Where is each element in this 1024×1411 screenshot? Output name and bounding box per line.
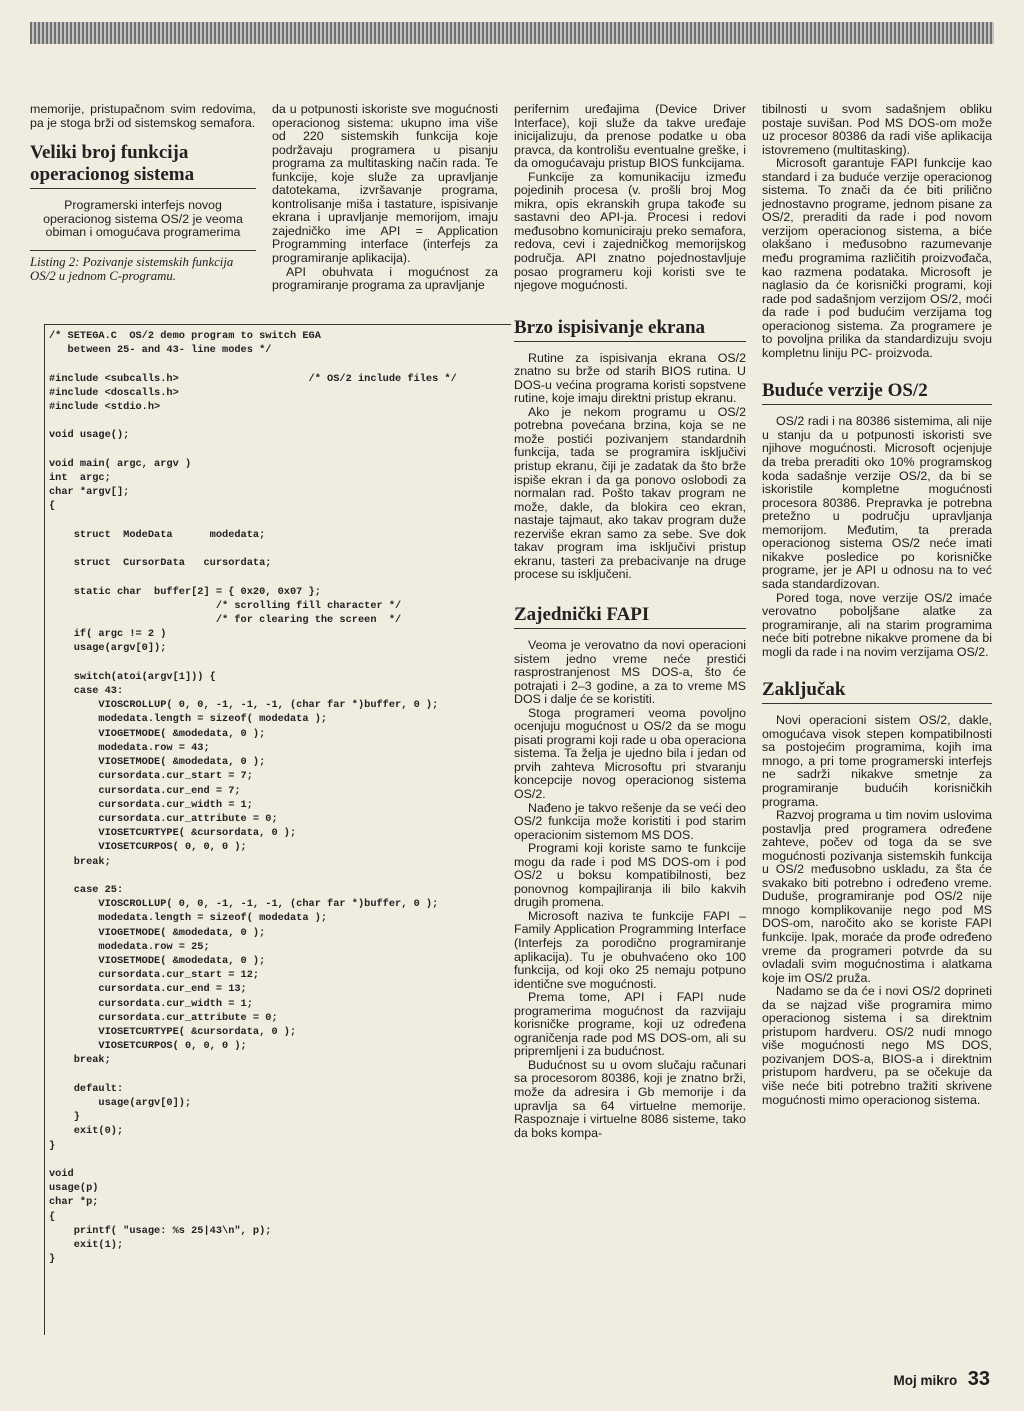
col3-paragraph-11: Budućnost su u ovom slučaju računari sa procesorom 80386, koji je znatno brži, može da adresira i Gb memorije i da upravlja sa 64 virtuelne memorije. Raspoznaje i virtuelne 8086 sisteme, tako da boks kompa- [514, 1057, 746, 1140]
col3-paragraph-6: Stoga programeri veoma povoljno ocenjuju mogućnost u OS/2 da se mogu pisati programi koji rade u oba operaciona sistema. Ta želja je ujedno bila i jedan od prvih zahteva Microsoftu pri stvaranju koncepcije novog operacionog sistema OS/2. [514, 705, 746, 801]
section-heading-future [762, 380, 992, 405]
col3-paragraph-4: Ako je nekom programu u OS/2 potrebna povećana brzina, koja se ne može postići pozivanjem standardnih funkcija, tada se programira isključivi pristup ekranu, čiji je zadatak da što brže ispiše ekran i da ga ponovo oslobodi za normalan rad. Pošto takav program ne može, dakle, da blokira ceo ekran, nastaje tajmaut, ako takav program duže rezerviše ekran samo za sebe. Sve dok takav program ima isključivi pristup ekranu, tasteri za prebacivanje na druge procese su isključeni. [514, 404, 746, 582]
col3-paragraph-1: perifernim uređajima (Device Driver Interface), koji služe da takve uređaje inicijalizuju, da prenose podatke u oba pravca, da kontrolišu eventualne greške, i da omogućavaju pristup BIOS funkcijama. [514, 102, 746, 171]
magazine-name: Moj mikro [893, 1373, 958, 1388]
col3-paragraph-7: Nađeno je takvo rešenje da se veći deo OS/2 funkcija može koristiti i pod starim operacionim sistemom MS DOS. [514, 800, 746, 842]
lead-paragraph: Programerski interfejs novog operacionog sistema OS/2 je veoma obiman i omogućava programerima [43, 198, 243, 240]
intro-paragraph: memorije, pristupačnom svim redovima, pa je stoga brži od sistemskog semafora. [30, 102, 256, 130]
heading-text: Zajednički FAPI [514, 603, 650, 625]
section-heading-fapi [514, 604, 746, 629]
api-paragraph-1: da u potpunosti iskoriste sve mogućnosti operacionog sistema: ukupno ima više od 220 sistemskih funkcija koje podržavaju programera u pisanju programa za multitasking način rada. Te funkcije, koje služe za upravljanje datotekama, izvršavanje programa, kontrolisanje miša i tastature, ispisivanje ekrana i upravljanje memorijom, imaju zajedničko ime API = Application Programming interface (interfejs za programiranje aplikacija). [272, 102, 498, 266]
col3-paragraph-2: Funkcije za komunikaciju između pojedinih procesa (v. prošli broj Mog mikra, opis ekranskih grupa takođe su sastavni deo API-ja. Procesi i redovi međusobno komuniciraju preko semafora, redova, cevi i zajedničkog memorijskog područja. API znatno pojednostavljuje posao programeru koji koristi sve te njegove mogućnosti. [514, 169, 746, 293]
section-heading-functions [30, 142, 256, 189]
col4-paragraph-2: Microsoft garantuje FAPI funkcije kao standard i za buduće verzije operacionog sistema. To znači da će biti prilično jednostavno programe, jednom pisane za OS/2, preraditi da rade i pod novom verzijom operacionog sistema, a biće olakšano i međusobno razumevanje među programima različitih proizvođača, kao razmena podataka. Microsoft je naglasio da će korisnički programi, koji rade pod sadašnjom verzijom OS/2, moći da rade i pod budućim verzijama tog operacionog sistema. Za programere je to povoljna prilika da standardizuju svoju kompletnu liniju PC- proizvoda. [762, 156, 992, 360]
col3-paragraph-10: Prema tome, API i FAPI nude programerima mogućnost da razvijaju korisničke programe, koji uz određena ograničenja rade pod MS DOS-om, ali su pripremljeni i za budućnost. [514, 990, 746, 1059]
column-3 [514, 103, 746, 1140]
col3-paragraph-3: Rutine za ispisivanja ekrana OS/2 znatno su brže od starih BIOS rutina. U DOS-u većina programa koristi sopstvene rutine, koje imaju direktni pristup ekranu. [514, 350, 746, 406]
column-1 [30, 103, 256, 283]
column-2 [272, 103, 498, 293]
top-decorative-bar [30, 22, 994, 44]
heading-text: Buduće verzije OS/2 [762, 380, 928, 402]
api-paragraph-2: API obuhvata i mogućnost za programiranje programa za upravljanje [272, 264, 498, 293]
code-listing-box [44, 324, 511, 1335]
heading-text: Brzo ispisivanje ekrana [514, 316, 706, 338]
heading-text: Zaključak [762, 679, 846, 701]
col3-paragraph-5: Veoma je verovatno da novi operacioni sistem jedno vreme neće prestići rasprostranjenost MS DOS-a, što će potrajati i 2–3 godine, a za to vreme MS DOS i dalje će se koristiti. [514, 637, 746, 707]
page-number: 33 [967, 1368, 990, 1390]
col4-paragraph-1: tibilnosti u svom sadašnjem obliku postaje suvišan. Pod MS DOS-om može uz procesor 80386 da radi više aplikacija istovremeno (multitasking). [762, 102, 992, 157]
col3-paragraph-9: Microsoft naziva te funkcije FAPI – Family Application Programming Interface (Interfejs za porodično programiranje aplikacija). Tu je obuhvaćeno oko 100 funkcija, od koji oko 25 nemaju potpuno identične sve mogućnosti. [514, 908, 746, 991]
col4-paragraph-4: Pored toga, nove verzije OS/2 imaće verovatno poboljšane alatke za programiranje, ali na starim programima neće biti potrebne nikakve promene da bi mogli da rade i na novim verzijama OS/2. [762, 590, 992, 659]
col4-paragraph-3: OS/2 radi i na 80386 sistemima, ali nije u stanju da u potpunosti iskoristi sve njihove mogućnosti. Microsoft ocjenjuje da treba preraditi oko 10% programskog koda sadašnje verzije OS/2, da bi se iskoristile kompletne mogućnosti procesora 80386. Prepravka je potrebna pretežno u području upravljanja memorijom. Međutim, ta prerada operacionog sistema OS/2 neće imati nikakve posledice po korisničke programe, jer je API u odnosu na to već sada standardizovan. [762, 414, 992, 591]
col4-paragraph-5: Novi operacioni sistem OS/2, dakle, omogućava visok stepen kompatibilnosti sa postojećim programima, kojih ima mnogo, a pri tome programerski interfejs ne sadrži nikakve smetnje za programiranje budućih korisničkih programa. [762, 713, 992, 809]
column-4 [762, 103, 992, 1107]
col3-paragraph-8: Programi koji koriste samo te funkcije mogu da rade i pod MS DOS-om i pod OS/2 u boksu kompatibilnosti, bez ponovnog kompajliranja ili bilo kakvih drugih promena. [514, 841, 746, 910]
col4-paragraph-7: Nadamo se da će i novi OS/2 doprineti da se najzad više programira mimo operacionog sistema i sa direktnim pristupom hardveru. OS/2 nudi mnogo više mogućnosti nego MS DOS, pozivanjem DOS-a, BIOS-a i direktnim pristupom hardveru, pa se očekuje da više neće biti potrebno tražiti skrivene mogućnosti mimo operacionog sistema. [762, 984, 992, 1107]
col4-paragraph-6: Razvoj programa u tim novim uslovima postavlja pred programera određene zahteve, počev od toga da se sve mogućnosti pozivanja sistemskih funkcija u OS/2 međusobno uskladu, za šta će svakako biti potrebno i određeno vreme. Duduše, programiranje pod OS/2 nije mnogo komplikovanije nego pod MS DOS-om, naročito ako se koriste FAPI funkcije. Ipak, moraće da prođe određeno vreme da programeri potvrde da su ovladali svim mogućnostima i alatkama koje im OS/2 pruža. [762, 808, 992, 985]
section-heading-conclusion [762, 679, 992, 704]
section-heading-screen [514, 317, 746, 342]
code-listing: /* SETEGA.C OS/2 demo program to switch EGA between 25- and 43- line modes */ #include <subcalls.h> /* OS/2 include files */ #include <doscalls.h> #include <stdio.h> void usage(); void main( argc, argv ) int argc; char *argv[]; { struct ModeData modedata; struct CursorData cursordata; static char buffer[2] = { 0x20, 0x07 }; /* scrolling fill character */ /* for clearing the screen */ if( argc != 2 ) usage(argv[0]); switch(atoi(argv[1])) { case 43: VIOSCROLLUP( 0, 0, -1, -1, -1, (char far *)buffer, 0 ); modedata.length = sizeof( modedata ); VIOGETMODE( &modedata, 0 ); modedata.row = 43; VIOSETMODE( &modedata, 0 ); cursordata.cur_start = 7; cursordata.cur_end = 7; cursordata.cur_width = 1; cursordata.cur_attribute = 0; VIOSETCURTYPE( &cursordata, 0 ); VIOSETCURPOS( 0, 0, 0 ); break; case 25: VIOSCROLLUP( 0, 0, -1, -1, -1, (char far *)buffer, 0 ); modedata.length = sizeof( modedata ); VIOGETMODE( &modedata, 0 ); modedata.row = 25; VIOSETMODE( &modedata, 0 ); cursordata.cur_start = 12; cursordata.cur_end = 13; cursordata.cur_width = 1; cursordata.cur_attribute = 0; VIOSETCURTYPE( &cursordata, 0 ); VIOSETCURPOS( 0, 0, 0 ); break; default: usage(argv[0]); } exit(0); } void usage(p) char *p; { printf( "usage: %s 25|43\n", p); exit(1); } [49, 330, 457, 1266]
listing-caption: Listing 2: Pozivanje sistemskih funkcija OS/2 u jednom C-programu. [30, 250, 256, 283]
heading-text: Veliki broj funkcija operacionog sistema [30, 142, 195, 186]
page-footer [894, 1368, 990, 1391]
